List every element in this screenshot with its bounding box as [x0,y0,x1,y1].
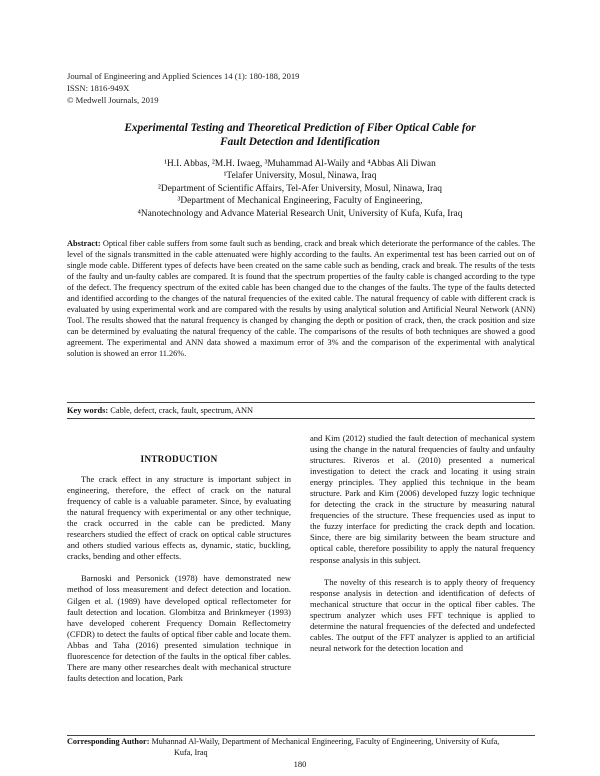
affiliation-2: ²Department of Scientific Affairs, Tel-Afer University, Mosul, Ninawa, Iraq [158,183,442,194]
journal-citation: Journal of Engineering and Applied Sciences 14 (1): 180-188, 2019 [67,71,300,81]
keywords-top-rule [67,402,535,403]
abstract-label: Abstract: [67,239,101,248]
page-number: 180 [293,759,307,769]
paper-title-line2: Fault Detection and Identification [220,136,380,148]
affiliation-1: ¹Telafer University, Mosul, Ninawa, Iraq [223,171,377,182]
abstract [67,239,535,359]
right-paragraph-2: The novelty of this research is to apply theory of frequency response analysis in detection and identification of defects of mechanical structure that occur in the optical fiber cables. The spectrum analyzer which uses FFT technique is applied to determine the natural frequencies of the defected and undefected cables. The output of the FFT analyzer is applied to an artificial neural network for the detection location and [310,576,535,653]
intro-paragraph-2: Barnoski and Personick (1978) have demonstrated new method of loss measurement and defect detection and location. Gilgen et al. (1989) have developed optical reflectometer for fault detection and location. Glombitza and Brinkmeyer (1993) have developed coherent Frequency Domain Reflectometry (CFDR) to detect the faults of optical fiber cable and locate them. Abbas and Taha (2016) presented simulation technique in fluorescence for detection of the faults in the optical fiber cables. There are many other researches dealt with mechanical structure faults detection and location, Park [67,573,291,683]
keywords-text: Cable, defect, crack, fault, spectrum, ANN [110,406,254,415]
abstract-text: Optical fiber cable suffers from some fault such as bending, crack and break which deteriorate the performance of the cables. The level of the signals transmitted in the cable attenuated were highly according to the faults. An experimental test has been carried out on of single mode cable. Different types of defects have been created on the same cable such as bending, crack and break. The results of the tests of the faulty and un-faulty cables are compared. It is found that the spectrum properties of the faulty cable is changed according to the type of the defect. The frequency spectrum of the exited cable has been changed due to the changes of the faults. The type of the faults detected and identified according to the changes of the natural frequencies of the exited cable. The natural frequency of cable with different crack is evaluated by using experimental work and are compared with the results by using analytical solution and Artificial Neural Network (ANN) Tool. The results showed that the natural frequency is changed by changing the depth or position of crack, then, the crack position and size can be determined by evaluating the natural frequency of the cable. The comparisons of the results of both techniques are showed a good agreement. The experimental and ANN data showed a maximum error of 3% and the comparison of the experimental with analytical solution is showed an error 11.26%. [67,239,535,358]
intro-paragraph-1: The crack effect in any structure is important subject in engineering, therefore, the effect of crack on the natural frequency of cable is a valuable parameter. Since, by evaluating the natural frequency with experimental or any other technique, the crack occurred in the cable can be predicted. Many researchers studied the effect of crack on optical cable structures and others studied various effects as, dynamic, static, buckling, cracks, bending and other effects. [67,474,291,562]
footnote-label: Corresponding Author: [67,737,150,746]
author-list: ¹H.I. Abbas, ²M.H. Iwaeg, ³Muhammad Al-Waily and ⁴Abbas Ali Diwan [164,159,436,169]
affiliation-3: ³Department of Mechanical Engineering, Faculty of Engineering, [177,196,423,207]
paper-title [60,121,540,149]
corresponding-author-footnote [67,737,535,758]
author-block [60,158,540,220]
right-paragraph-1: and Kim (2012) studied the fault detection of mechanical system using the change in the natural frequencies of faulty and unfaulty structures. Riveros et al. (2010) presented a numerical investigation to detect the crack and locating it using strain energy principles. They applied this technique in the beam structure. Park and Kim (2006) developed fuzzy logic technique for detecting the crack in the structure by measuring natural frequencies of the structure. These frequencies used as input to the fuzzy interface for predicting the crack depth and location. Since, there are big similarity between the beam structure and optical cable, therefore possibility to apply the natural frequency response analysis in this subject. [310,433,535,565]
keywords-bottom-rule [67,418,535,419]
journal-issn: ISSN: 1816-949X [67,83,130,93]
right-column [310,433,535,654]
journal-header [67,70,299,106]
left-column [67,454,291,684]
paper-title-line1: Experimental Testing and Theoretical Prediction of Fiber Optical Cable for [124,122,476,134]
keywords-label: Key words: [67,406,109,415]
affiliation-4: ⁴Nanotechnology and Advance Material Research Unit, University of Kufa, Kufa, Iraq [137,208,463,219]
footnote-rule [67,735,535,736]
introduction-heading: INTRODUCTION [140,454,218,464]
journal-copyright: © Medwell Journals, 2019 [67,95,159,105]
footnote-text-line2: Kufa, Iraq [174,747,208,757]
footnote-text-line1: Muhannad Al-Waily, Department of Mechanical Engineering, Faculty of Engineering, University of Kufa, [151,737,500,746]
keywords [67,405,535,416]
